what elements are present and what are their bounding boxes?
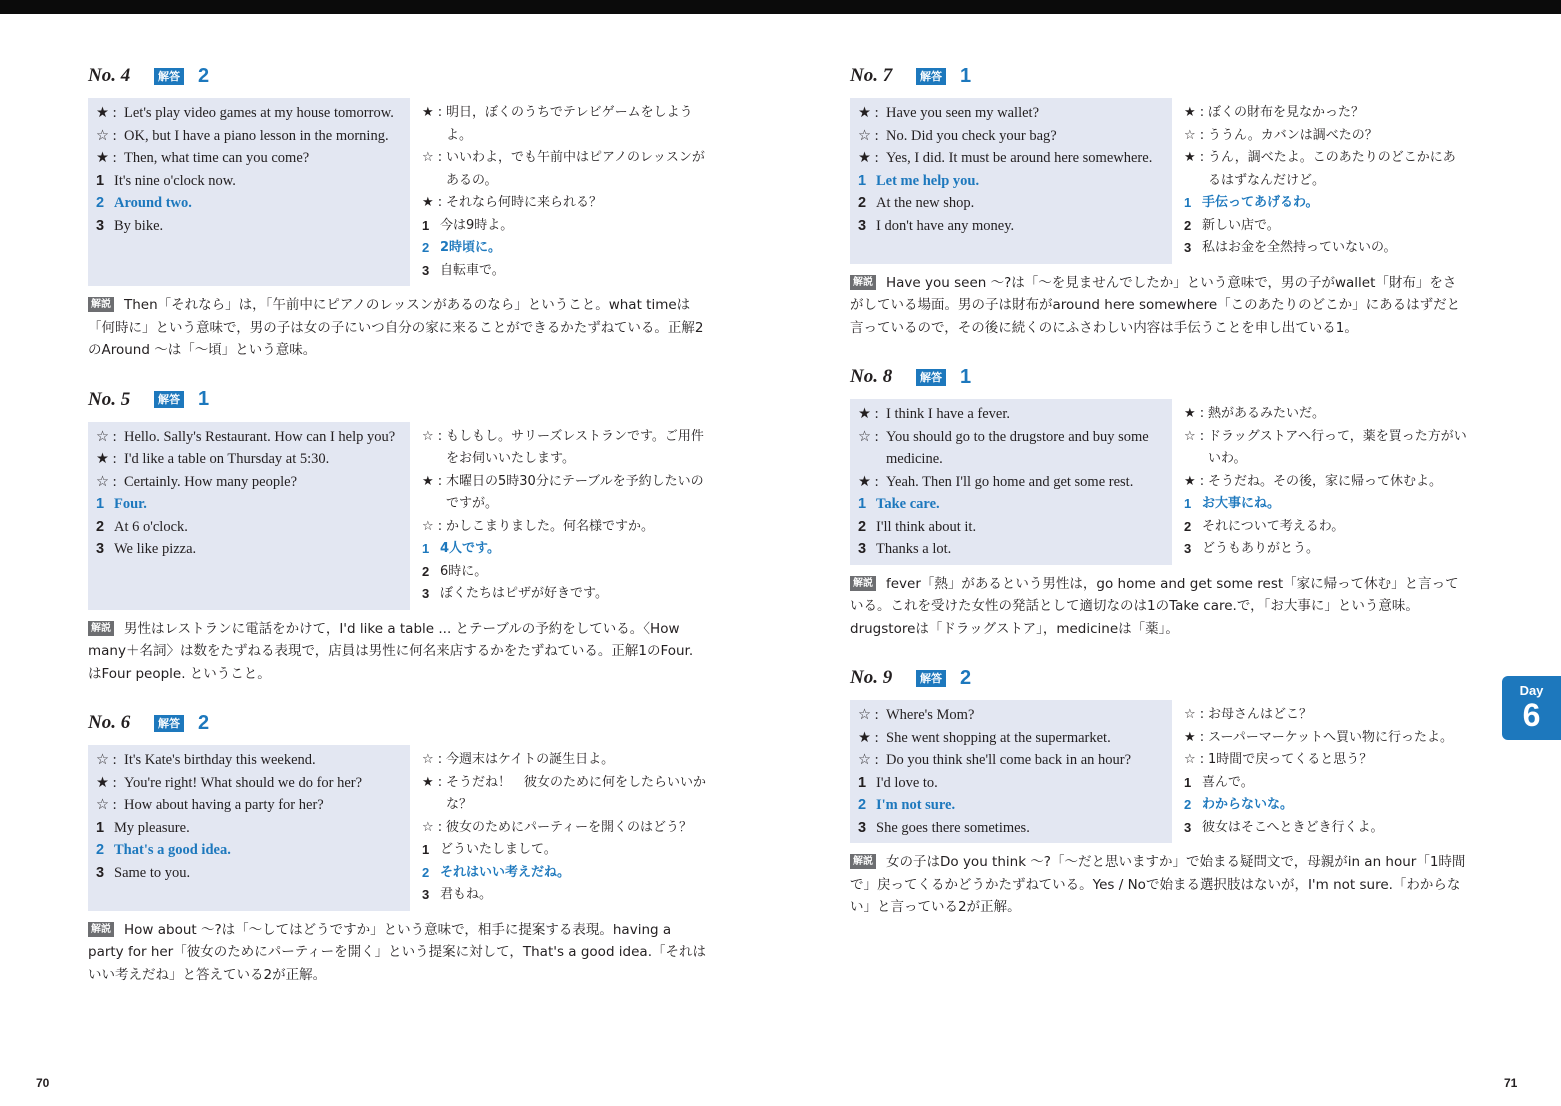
explanation-badge: 解説 [850,576,876,591]
translation-line: ★ : 木曜日の5時30分にテーブルを予約したいのですが。 [422,473,704,511]
explanation-text: 女の子はDo you think ～?「～だと思いますか」で始まる疑問文で，母親がin an hour「1時間で」戻ってくるかどうかたずねている。Yes / Noで始まる選択肢はないが，I'm not sure.「わからない」と言っている2が正解。 [850,854,1466,915]
question-number: No. 8 [850,366,893,387]
dialogue-block [850,700,1468,843]
japanese-translation [1172,399,1468,565]
day-tab-number: 6 [1522,697,1541,733]
question-number: No. 9 [850,667,893,688]
dialogue-line: ★ : Yes, I did. It must be around here somewhere. [858,150,1153,166]
translation-line: ★ : うん，調べたよ。このあたりのどこかにあるはずなんだけど。 [1184,150,1456,188]
dialogue-line: ★ : You're right! What should we do for her? [96,774,363,791]
choice-1-correct: 1 Let me help you. [858,172,980,189]
question-header [850,60,1468,92]
question-number: No. 5 [88,388,131,410]
translation-line: ★ : スーパーマーケットへ買い物に行ったよ。 [1184,729,1454,745]
question-header [88,384,706,416]
translation-choice-3: 3 どうもありがとう。 [1184,541,1320,556]
answer-number: 2 [198,64,210,87]
question-no4 [88,60,706,362]
answer-number: 1 [198,388,210,410]
explanation-text: Have you seen ～?は「～を見ませんでしたか」という意味で，男の子がwallet「財布」をさがしている場面。男の子は財布がaround here somewhere「このあたりのどこか」にあるはずだと言っているので，その後に続くのにふさわしい内容は手伝うことを申し出ている1。 [850,274,1461,336]
translation-choice-1-correct: 1 お大事にね。 [1184,496,1281,511]
choice-2: 2 At the new shop. [858,195,975,211]
top-black-bar [0,0,1561,14]
explanation-text: How about ～?は「～してはどうですか」という意味で，相手に提案する表現。having a party for her「彼女のためにパーティーを開く」という提案に対して，That's a good idea.「それはいい考えだね」と答えている2が正解。 [88,921,706,983]
translation-line: ☆ : ううん。カバンは調べたの？ [1184,127,1378,143]
japanese-translation [1172,98,1468,264]
english-dialogue [88,422,410,610]
english-dialogue [850,399,1172,565]
english-dialogue [88,745,410,911]
question-no9 [850,662,1468,919]
explanation-badge: 解説 [88,297,114,312]
answer-number: 2 [198,711,210,734]
explanation [850,573,1468,641]
japanese-translation [410,422,706,610]
dialogue-line: ☆ : Hello. Sally's Restaurant. How can I help you? [96,428,396,445]
translation-line: ★ : 熱があるみたいだ。 [1184,406,1326,421]
dialogue-line: ★ : She went shopping at the supermarket. [858,729,1111,746]
explanation [850,272,1468,340]
question-header [850,662,1468,694]
explanation [88,919,706,987]
choice-1-correct: 1 Four. [96,496,147,512]
answer-badge: 解答 [916,68,946,85]
choice-3: 3 Same to you. [96,864,191,881]
left-page-column [88,60,706,1008]
explanation-badge: 解説 [88,621,114,636]
dialogue-line: ☆ : You should go to the drugstore and buy some medicine. [858,428,1149,467]
translation-line: ★ : 明日，ぼくのうちでテレビゲームをしようよ。 [422,105,693,143]
translation-line: ★ : そうだね。その後，家に帰って休むよ。 [1184,473,1443,489]
dialogue-block [88,745,706,911]
translation-line: ★ : そうだね！ 彼女のために何をしたらいいかな？ [422,774,707,812]
translation-choice-2: 2 6時に。 [422,563,488,579]
translation-choice-3: 3 私はお金を全然持っていないの。 [1184,240,1397,255]
question-header [88,707,706,739]
english-dialogue [850,98,1172,264]
dialogue-block [850,98,1468,264]
answer-number: 1 [960,365,972,388]
page-number-right: 71 [1504,1076,1518,1090]
question-header [88,60,706,92]
explanation-badge: 解説 [850,854,876,869]
dialogue-line: ☆ : OK, but I have a piano lesson in the morning. [96,127,389,144]
dialogue-block [850,399,1468,565]
translation-choice-2-correct: 2 それはいい考えだね。 [422,864,571,880]
answer-badge: 解答 [916,369,946,386]
answer-badge: 解答 [154,391,184,408]
translation-choice-1: 1 喜んで。 [1184,774,1254,790]
answer-badge: 解答 [154,715,184,732]
choice-1-correct: 1 Take care. [858,496,940,512]
translation-line: ☆ : お母さんはどこ？ [1184,707,1313,722]
choice-3: 3 By bike. [96,217,164,234]
choice-2-correct: 2 Around two. [96,195,192,211]
question-no7 [850,60,1468,339]
choice-2-correct: 2 That's a good idea. [96,842,231,858]
dialogue-block [88,98,706,286]
explanation-text: fever「熱」があるという男性は，go home and get some rest「家に帰って休む」と言っている。これを受けた女性の発話として適切なのは1のTake care.で，「お大事に」という意味。drugstoreは「ドラッグストア」，medicineは「薬」。 [850,575,1459,637]
choice-3: 3 We like pizza. [96,541,197,557]
day-tab-label: Day [1519,683,1544,698]
translation-choice-3: 3 君もね。 [422,887,493,902]
question-number: No. 6 [88,712,131,733]
dialogue-line: ★ : Yeah. Then I'll go home and get some rest. [858,473,1134,490]
translation-line: ★ : ぼくの財布を見なかった？ [1184,105,1365,120]
english-dialogue [850,700,1172,843]
explanation [88,294,706,362]
choice-2-correct: 2 I'm not sure. [858,797,956,813]
translation-choice-1-correct: 1 4人です。 [422,541,501,556]
translation-line: ☆ : ドラッグストアへ行って，薬を買った方がいいわ。 [1184,428,1467,466]
dialogue-line: ☆ : No. Did you check your bag? [858,127,1057,144]
dialogue-line: ★ : Then, what time can you come? [96,150,310,166]
translation-choice-2-correct: 2 2時頃に。 [422,240,502,255]
question-header [850,361,1468,393]
translation-line: ☆ : 1時間で戻ってくると思う？ [1184,752,1373,767]
explanation [850,851,1468,919]
answer-number: 1 [960,64,972,87]
explanation-text: Then「それなら」は，「午前中にピアノのレッスンがあるのなら」ということ。what timeは「何時に」という意味で，男の子は女の子にいつ自分の家に来ることができるかたずねている。正解2のAround ～は「～頃」という意味。 [88,297,704,358]
dialogue-line: ☆ : How about having a party for her? [96,797,324,813]
translation-choice-1: 1 今は9時よ。 [422,217,514,233]
explanation-badge: 解説 [850,275,876,290]
question-number: No. 4 [88,65,131,86]
question-no5 [88,384,706,686]
dialogue-line: ★ : Let's play video games at my house tomorrow. [96,105,394,121]
japanese-translation [410,98,706,286]
translation-line: ☆ : もしもし。サリーズレストランです。ご用件をお伺いいたします。 [422,428,704,466]
english-dialogue [88,98,410,286]
choice-3: 3 I don't have any money. [858,217,1015,234]
choice-1: 1 My pleasure. [96,819,190,836]
choice-1: 1 I'd love to. [858,774,938,791]
dialogue-line: ★ : Have you seen my wallet? [858,105,1040,121]
translation-line: ☆ : 今週末はケイトの誕生日よ。 [422,752,615,767]
answer-badge: 解答 [154,68,184,85]
right-page-column [850,60,1468,941]
dialogue-line: ☆ : It's Kate's birthday this weekend. [96,752,316,768]
translation-line: ☆ : かしこまりました。何名様ですか。 [422,518,655,534]
question-no8 [850,361,1468,640]
translation-choice-2-correct: 2 わからないな。 [1184,797,1294,812]
explanation-text: 男性はレストランに電話をかけて，I'd like a table ... とテーブルの予約をしている。〈How many＋名詞〉は数をたずねる表現で，店員は男性に何名来店するかをたずねている。正解1のFour. はFour people. ということ。 [88,620,694,682]
day-tab [1502,676,1561,740]
dialogue-line: ☆ : Do you think she'll come back in an hour? [858,752,1132,768]
translation-line: ★ : それなら何時に来られる？ [422,195,603,210]
dialogue-line: ★ : I think I have a fever. [858,406,1011,422]
explanation-badge: 解説 [88,922,114,937]
choice-3: 3 Thanks a lot. [858,541,952,557]
answer-badge: 解答 [916,670,946,687]
translation-choice-3: 3 彼女はそこへときどき行くよ。 [1184,819,1384,835]
choice-2: 2 I'll think about it. [858,518,977,535]
translation-choice-1-correct: 1 手伝ってあげるわ。 [1184,195,1319,210]
question-number: No. 7 [850,65,893,86]
dialogue-line: ★ : I'd like a table on Thursday at 5:30. [96,451,330,467]
choice-1: 1 It's nine o'clock now. [96,172,236,189]
translation-line: ☆ : 彼女のためにパーティーを開くのはどう？ [422,819,692,835]
page-number-left: 70 [36,1076,50,1090]
dialogue-line: ☆ : Where's Mom? [858,707,975,723]
explanation [88,618,706,686]
choice-2: 2 At 6 o'clock. [96,518,188,535]
translation-line: ☆ : いいわよ，でも午前中はピアノのレッスンがあるの。 [422,150,705,188]
translation-choice-2: 2 新しい店で。 [1184,217,1280,233]
translation-choice-2: 2 それについて考えるわ。 [1184,518,1345,534]
choice-3: 3 She goes there sometimes. [858,819,1030,836]
japanese-translation [410,745,706,911]
dialogue-line: ☆ : Certainly. How many people? [96,473,298,490]
translation-choice-3: 3 ぼくたちはピザが好きです。 [422,586,608,601]
question-no6 [88,707,706,986]
translation-choice-1: 1 どういたしまして。 [422,842,557,857]
japanese-translation [1172,700,1468,843]
translation-choice-3: 3 自転車で。 [422,262,505,278]
answer-number: 2 [960,666,972,689]
dialogue-block [88,422,706,610]
